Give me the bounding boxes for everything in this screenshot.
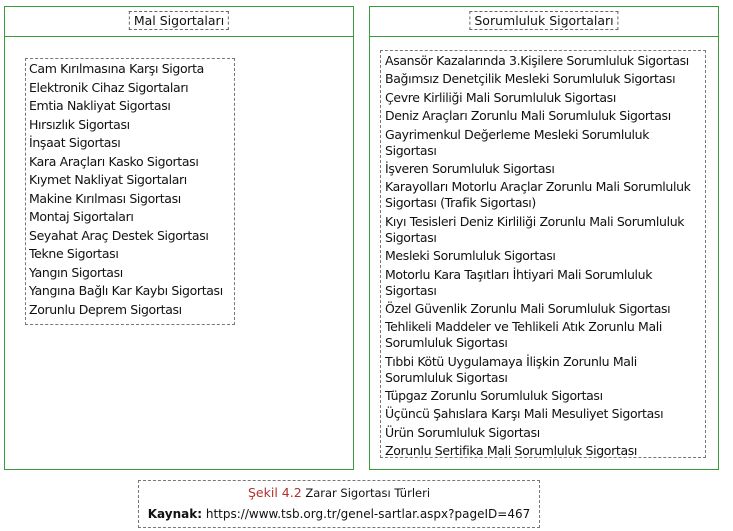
list-item: Hırsızlık Sigortası bbox=[29, 116, 130, 132]
list-item: Tehlikeli Maddeler ve Tehlikeli Atık Zorunlu Mali Sorumluluk Sigortası bbox=[385, 319, 663, 351]
list-item: Tekne Sigortası bbox=[29, 246, 119, 261]
list-item: Montaj Sigortaları bbox=[29, 209, 134, 224]
list-item: Özel Güvenlik Zorunlu Mali Sorumluluk Sigortası bbox=[385, 300, 671, 316]
list-item: Karayolları Motorlu Araçlar Zorunlu Mali Sorumluluk Sigortası (Trafik Sigortası) bbox=[385, 179, 691, 211]
mal-sigortalari-list bbox=[25, 58, 235, 325]
figure-number: Şekil 4.2 bbox=[247, 485, 302, 500]
figure-title: Zarar Sigortası Türleri bbox=[305, 486, 431, 500]
mal-sigortalari-panel bbox=[4, 6, 354, 470]
list-item: Çevre Kirliliği Mali Sorumluluk Sigortası bbox=[385, 89, 616, 105]
list-item: İnşaat Sigortası bbox=[29, 135, 121, 150]
list-item: Bağımsız Denetçilik Mesleki Sorumluluk Sigortası bbox=[385, 71, 676, 87]
list-item: Gayrimenkul Değerleme Mesleki Sorumluluk Sigortası bbox=[385, 126, 650, 158]
list-item: Kıyı Tesisleri Deniz Kirliliği Zorunlu Mali Sorumluluk Sigortası bbox=[385, 213, 685, 245]
list-item: Motorlu Kara Taşıtları İhtiyari Mali Sorumluluk Sigortası bbox=[385, 266, 653, 298]
list-item: Cam Kırılmasına Karşı Sigorta bbox=[29, 61, 204, 76]
source-url: https://www.tsb.org.tr/genel-sartlar.aspx?pageID=467 bbox=[205, 507, 531, 521]
list-item: Emtia Nakliyat Sigortası bbox=[29, 98, 171, 113]
list-item: Kıymet Nakliyat Sigortaları bbox=[29, 172, 187, 187]
list-item: Ürün Sorumluluk Sigortası bbox=[385, 424, 540, 440]
list-item: Tıbbi Kötü Uygulamaya İlişkin Zorunlu Mali Sorumluluk Sigortası bbox=[385, 353, 637, 385]
source-label: Kaynak: bbox=[147, 507, 203, 521]
list-item: Mesleki Sorumluluk Sigortası bbox=[385, 248, 556, 264]
list-item: İşveren Sorumluluk Sigortası bbox=[385, 160, 555, 176]
list-item: Elektronik Cihaz Sigortaları bbox=[29, 79, 189, 95]
mal-sigortalari-title: Mal Sigortaları bbox=[129, 11, 229, 30]
list-item: Yangına Bağlı Kar Kaybı Sigortası bbox=[29, 283, 223, 298]
sorumluluk-sigortalari-panel bbox=[369, 6, 719, 470]
sorumluluk-sigortalari-title: Sorumluluk Sigortaları bbox=[469, 11, 618, 30]
list-item: Seyahat Araç Destek Sigortası bbox=[29, 227, 209, 243]
sorumluluk-sigortalari-list bbox=[380, 50, 706, 458]
sorumluluk-header-divider bbox=[370, 36, 718, 37]
list-item: Deniz Araçları Zorunlu Mali Sorumluluk Sigortası bbox=[385, 108, 671, 124]
list-item: Asansör Kazalarında 3.Kişilere Sorumluluk Sigortası bbox=[385, 53, 689, 68]
list-item: Yangın Sigortası bbox=[29, 264, 123, 280]
mal-header-divider bbox=[5, 36, 353, 37]
figure-caption bbox=[138, 480, 540, 528]
list-item: Makine Kırılması Sigortası bbox=[29, 190, 181, 206]
list-item: Zorunlu Sertifika Mali Sorumluluk Sigortası bbox=[385, 443, 638, 459]
list-item: Kara Araçları Kasko Sigortası bbox=[29, 153, 199, 169]
list-item: Üçüncü Şahıslara Karşı Mali Mesuliyet Sigortası bbox=[385, 406, 664, 422]
list-item: Zorunlu Deprem Sigortası bbox=[29, 301, 182, 317]
list-item: Tüpgaz Zorunlu Sorumluluk Sigortası bbox=[385, 388, 603, 404]
